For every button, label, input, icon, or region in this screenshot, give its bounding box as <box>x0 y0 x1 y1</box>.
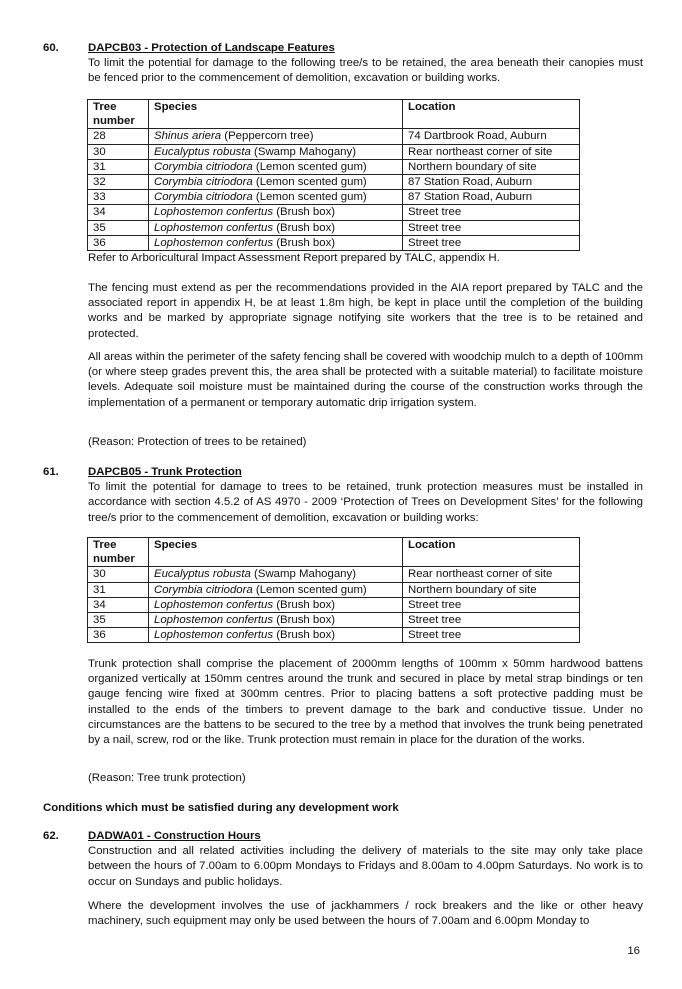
species-common: (Brush box) <box>273 629 336 642</box>
tree-number: 30 <box>88 144 149 159</box>
species-cell <box>149 144 403 159</box>
paragraph: The fencing must extend as per the recommendations provided in the AIA report prepared by TALC and the associated report in appendix H, be at least 1.8m high, be kept in place until the completion of the building works and be marked by appropriate signage notifying site workers that the tree is to be retained and protected. <box>88 282 643 340</box>
tree-number: 35 <box>88 220 149 235</box>
column-header: Tree number <box>88 538 149 567</box>
reason-text: (Reason: Tree trunk protection) <box>88 772 246 784</box>
species-cell <box>149 582 403 597</box>
species-common: (Brush box) <box>273 206 336 219</box>
condition-intro: To limit the potential for damage to trees to be retained, trunk protection measures must be installed in accordance with section 4.5.2 of AS 4970 - 2009 ‘Protection of Trees on Development Sites’ for the following tree/s prior to the commencement of demolition, excavation or building works: <box>88 481 643 524</box>
species-cell <box>149 220 403 235</box>
location-cell: Rear northeast corner of site <box>403 567 580 582</box>
condition-title: DAPCB05 - Trunk Protection <box>88 466 242 478</box>
tree-number: 36 <box>88 235 149 250</box>
species-cell <box>149 159 403 174</box>
species-cell <box>149 205 403 220</box>
tree-number: 31 <box>88 582 149 597</box>
location-cell: 87 Station Road, Auburn <box>403 175 580 190</box>
column-header: Species <box>149 100 403 129</box>
paragraph-block <box>88 657 643 748</box>
tree-table-container <box>87 537 580 643</box>
table-row <box>88 159 580 174</box>
species-cell <box>149 129 403 144</box>
location-cell: Rear northeast corner of site <box>403 144 580 159</box>
species-common: (Swamp Mahogany) <box>250 568 356 581</box>
table-row <box>88 597 580 612</box>
condition-number: 61. <box>43 466 59 478</box>
table-row <box>88 175 580 190</box>
condition-62 <box>88 829 643 890</box>
column-header: Location <box>403 538 580 567</box>
table-note-block <box>88 251 643 266</box>
table-row <box>88 144 580 159</box>
species-common: (Brush box) <box>273 614 336 627</box>
location-cell: Street tree <box>403 205 580 220</box>
paragraph: Trunk protection shall comprise the placement of 2000mm lengths of 100mm x 50mm hardwood battens organized vertically at 150mm centres around the trunk and secured in place by metal strap bindings or ten gauge fencing wire fixed at 300mm centres. Prior to placing battens a soft protective padding must be installed to the ends of the timbers to prevent damage to the bark and conductive tissue. Under no circumstances are the battens to be secured to the tree by a method that involves the trunk being penetrated by a nail, screw, rod or the like. Trunk protection must remain in place for the duration of the works. <box>88 658 643 747</box>
species-scientific: Lophostemon confertus <box>154 614 274 627</box>
condition-number: 62. <box>43 830 59 842</box>
condition-60 <box>88 41 643 87</box>
species-scientific: Corymbia citriodora <box>154 583 253 596</box>
table-row <box>88 220 580 235</box>
species-scientific: Corymbia citriodora <box>154 191 253 204</box>
tree-number: 28 <box>88 129 149 144</box>
paragraph: Where the development involves the use of jackhammers / rock breakers and the like or other heavy machinery, such equipment may only be used between the hours of 7.00am and 6.00pm Monday to <box>88 900 643 928</box>
location-cell: Northern boundary of site <box>403 582 580 597</box>
table-header-row <box>88 538 580 567</box>
table-header-row <box>88 100 580 129</box>
location-cell: Street tree <box>403 220 580 235</box>
condition-number: 60. <box>43 42 59 54</box>
table-row <box>88 205 580 220</box>
table-row <box>88 613 580 628</box>
species-cell <box>149 628 403 643</box>
paragraph: Construction and all related activities including the delivery of materials to the site may only take place between the hours of 7.00am to 6.00pm Mondays to Fridays and 8.00am to 4.00pm Saturdays. No work is to occur on Sundays and public holidays. <box>88 845 643 888</box>
tree-number: 34 <box>88 597 149 612</box>
paragraph-block <box>88 899 643 929</box>
species-common: (Peppercorn tree) <box>221 130 314 143</box>
tree-table <box>87 537 580 643</box>
tree-number: 31 <box>88 159 149 174</box>
species-cell <box>149 613 403 628</box>
species-scientific: Lophostemon confertus <box>154 206 274 219</box>
reason-text: (Reason: Protection of trees to be retained) <box>88 436 307 448</box>
location-cell: Street tree <box>403 597 580 612</box>
paragraph: All areas within the perimeter of the safety fencing shall be covered with woodchip mulch to a depth of 100mm (or where steep grades prevent this, the area shall be protected with a suitable material) to facilitate moisture levels. Adequate soil moisture must be maintained during the course of the construction works through the implementation of a permanent or temporary automatic drip irrigation system. <box>88 351 643 409</box>
species-scientific: Eucalyptus robusta <box>154 145 251 158</box>
condition-title: DAPCB03 - Protection of Landscape Features <box>88 42 335 54</box>
location-cell: Street tree <box>403 235 580 250</box>
species-scientific: Shinus ariera <box>154 130 222 143</box>
tree-table-container <box>87 99 580 251</box>
species-cell <box>149 235 403 250</box>
species-cell <box>149 175 403 190</box>
species-scientific: Eucalyptus robusta <box>154 568 251 581</box>
paragraph-block <box>88 350 643 411</box>
page-number: 16 <box>627 945 640 957</box>
column-header: Species <box>149 538 403 567</box>
condition-61 <box>88 465 643 526</box>
table-note: Refer to Arboricultural Impact Assessment Report prepared by TALC, appendix H. <box>88 252 500 264</box>
species-scientific: Lophostemon confertus <box>154 221 274 234</box>
species-cell <box>149 567 403 582</box>
location-cell: Street tree <box>403 613 580 628</box>
reason-block <box>88 435 643 450</box>
species-common: (Swamp Mahogany) <box>250 145 356 158</box>
species-scientific: Lophostemon confertus <box>154 629 274 642</box>
location-cell: Northern boundary of site <box>403 159 580 174</box>
tree-number: 36 <box>88 628 149 643</box>
section-heading: Conditions which must be satisfied during any development work <box>43 802 399 814</box>
column-header: Tree number <box>88 100 149 129</box>
tree-number: 30 <box>88 567 149 582</box>
table-row <box>88 582 580 597</box>
tree-number: 35 <box>88 613 149 628</box>
tree-number: 33 <box>88 190 149 205</box>
condition-intro: To limit the potential for damage to the following tree/s to be retained, the area beneath their canopies must be fenced prior to the commencement of demolition, excavation or building works. <box>88 57 643 85</box>
reason-block <box>88 771 643 786</box>
species-scientific: Corymbia citriodora <box>154 160 253 173</box>
table-row <box>88 235 580 250</box>
species-common: (Brush box) <box>273 598 336 611</box>
table-row <box>88 567 580 582</box>
species-cell <box>149 190 403 205</box>
species-cell <box>149 597 403 612</box>
location-cell: 87 Station Road, Auburn <box>403 190 580 205</box>
paragraph-block <box>88 281 643 342</box>
table-row <box>88 129 580 144</box>
condition-title: DADWA01 - Construction Hours <box>88 830 261 842</box>
location-cell: 74 Dartbrook Road, Auburn <box>403 129 580 144</box>
species-common: (Brush box) <box>273 236 336 249</box>
species-common: (Lemon scented gum) <box>252 191 367 204</box>
species-scientific: Corymbia citriodora <box>154 176 253 189</box>
tree-number: 34 <box>88 205 149 220</box>
table-row <box>88 190 580 205</box>
species-common: (Lemon scented gum) <box>252 160 367 173</box>
species-scientific: Lophostemon confertus <box>154 598 274 611</box>
table-row <box>88 628 580 643</box>
tree-number: 32 <box>88 175 149 190</box>
location-cell: Street tree <box>403 628 580 643</box>
species-common: (Brush box) <box>273 221 336 234</box>
species-common: (Lemon scented gum) <box>252 583 367 596</box>
species-common: (Lemon scented gum) <box>252 176 367 189</box>
tree-table <box>87 99 580 251</box>
column-header: Location <box>403 100 580 129</box>
species-scientific: Lophostemon confertus <box>154 236 274 249</box>
